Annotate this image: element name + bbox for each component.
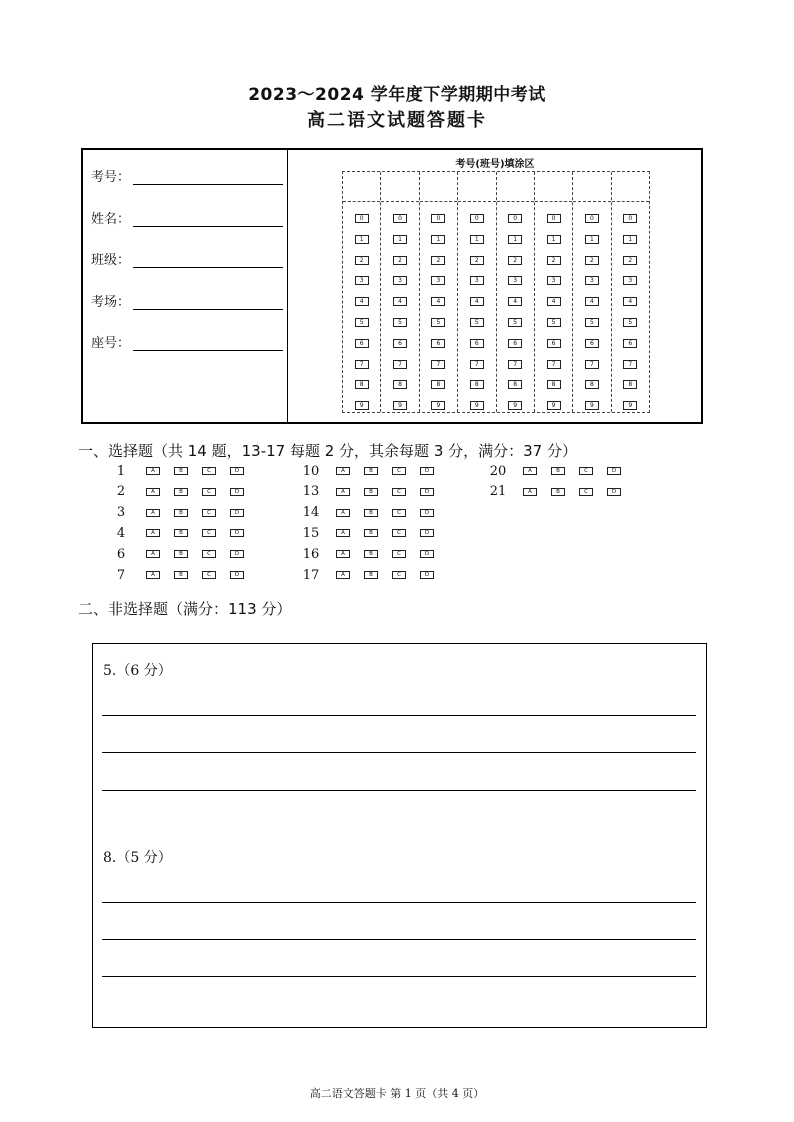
question-label: 8.（5 分） (103, 850, 172, 866)
choice-question-row (110, 567, 244, 583)
digit-bubble[interactable]: 2 (547, 256, 561, 265)
digit-bubble[interactable]: 8 (585, 380, 599, 389)
question-number: 7 (116, 567, 126, 583)
answer-sheet-title: 高二语文试题答题卡 (307, 110, 487, 131)
option-bubble[interactable]: D (607, 488, 621, 496)
option-bubble[interactable]: A (523, 467, 537, 475)
question-number: 4 (116, 525, 126, 541)
option-bubble[interactable]: C (202, 467, 216, 475)
section-choice-title: 一、选择题（共 14 题，13-17 每题 2 分，其余每题 3 分，满分：37 分） (78, 442, 577, 460)
digit-column (535, 172, 573, 412)
exam-room-blank[interactable] (133, 294, 283, 310)
option-bubble[interactable]: D (230, 529, 244, 537)
class-field[interactable] (91, 246, 283, 268)
option-bubble[interactable]: A (336, 467, 350, 475)
digit-bubble[interactable]: 2 (431, 256, 445, 265)
digit-column (381, 172, 419, 412)
digit-column (497, 172, 535, 412)
digit-bubble[interactable]: 3 (431, 276, 445, 285)
exam-number-field[interactable] (91, 163, 283, 185)
choice-question-row (487, 484, 621, 500)
candidate-fields (83, 150, 288, 422)
digit-bubble[interactable]: 8 (508, 380, 522, 389)
digit-bubble[interactable]: 1 (431, 235, 445, 244)
choice-question-row (110, 484, 244, 500)
digit-bubble[interactable]: 3 (393, 276, 407, 285)
option-bubble[interactable]: A (336, 529, 350, 537)
option-bubble[interactable]: B (364, 467, 378, 475)
answer-line[interactable] (102, 902, 696, 903)
exam-number-blank[interactable] (133, 169, 283, 185)
option-bubble[interactable]: A (336, 488, 350, 496)
digit-bubble[interactable]: 3 (355, 276, 369, 285)
digit-write-cell[interactable] (573, 172, 610, 202)
option-bubble[interactable]: D (420, 550, 434, 558)
option-bubble[interactable]: B (364, 488, 378, 496)
option-bubble[interactable]: C (202, 509, 216, 517)
candidate-info-box (81, 148, 703, 424)
digit-bubble[interactable]: 7 (547, 360, 561, 369)
option-bubble[interactable]: C (392, 488, 406, 496)
digit-bubble[interactable]: 5 (470, 318, 484, 327)
digit-bubble[interactable]: 2 (585, 256, 599, 265)
question-number: 15 (302, 525, 320, 541)
digit-bubble[interactable]: 5 (393, 318, 407, 327)
digit-bubble[interactable]: 7 (393, 360, 407, 369)
digit-write-cell[interactable] (343, 172, 380, 202)
field-label: 考场： (91, 295, 131, 310)
digit-bubble[interactable]: 4 (585, 297, 599, 306)
digit-write-cell[interactable] (458, 172, 495, 202)
name-blank[interactable] (133, 211, 283, 227)
digit-bubble[interactable]: 9 (393, 401, 407, 410)
digit-bubble[interactable]: 1 (623, 235, 637, 244)
option-bubble[interactable]: C (392, 571, 406, 579)
question-number: 1 (116, 463, 126, 479)
option-bubble[interactable]: D (230, 571, 244, 579)
option-bubble[interactable]: A (336, 550, 350, 558)
exam-title: 2023～2024 学年度下学期期中考试 (248, 85, 546, 105)
choice-question-row (300, 567, 434, 583)
exam-room-field[interactable] (91, 288, 283, 310)
digit-write-cell[interactable] (497, 172, 534, 202)
digit-bubble[interactable]: 5 (508, 318, 522, 327)
option-bubble[interactable]: C (392, 509, 406, 517)
option-bubble[interactable]: C (579, 467, 593, 475)
digit-bubble[interactable]: 2 (470, 256, 484, 265)
digit-bubble[interactable]: 0 (470, 214, 484, 223)
digit-bubble[interactable]: 9 (623, 401, 637, 410)
digit-bubble[interactable]: 4 (508, 297, 522, 306)
digit-column (573, 172, 611, 412)
digit-bubble[interactable]: 6 (623, 339, 637, 348)
digit-column (420, 172, 458, 412)
digit-bubble[interactable]: 5 (431, 318, 445, 327)
digit-bubble-grid (342, 171, 650, 413)
digit-bubble[interactable]: 8 (431, 380, 445, 389)
digit-bubble[interactable]: 3 (547, 276, 561, 285)
question-number: 20 (489, 463, 507, 479)
digit-bubble[interactable]: 3 (585, 276, 599, 285)
digit-column (458, 172, 496, 412)
option-bubble[interactable]: A (146, 529, 160, 537)
option-bubble[interactable]: B (174, 509, 188, 517)
digit-bubble[interactable]: 0 (585, 214, 599, 223)
option-bubble[interactable]: A (336, 571, 350, 579)
option-bubble[interactable]: C (579, 488, 593, 496)
option-bubble[interactable]: B (174, 467, 188, 475)
page-footer: 高二语文答题卡 第 1 页（共 4 页） (309, 1087, 485, 1100)
field-label: 姓名： (91, 212, 131, 227)
field-label: 座号： (91, 336, 131, 351)
option-bubble[interactable]: C (392, 550, 406, 558)
choice-question-row (300, 484, 434, 500)
option-bubble[interactable]: D (230, 550, 244, 558)
option-bubble[interactable]: A (146, 488, 160, 496)
option-bubble[interactable]: C (202, 550, 216, 558)
digit-bubble[interactable]: 5 (623, 318, 637, 327)
digit-bubble[interactable]: 7 (508, 360, 522, 369)
choice-question-row (110, 546, 244, 562)
digit-bubble[interactable]: 8 (470, 380, 484, 389)
digit-bubble[interactable]: 9 (355, 401, 369, 410)
option-bubble[interactable]: D (230, 467, 244, 475)
digit-bubble[interactable]: 4 (470, 297, 484, 306)
answer-line[interactable] (102, 976, 696, 977)
choice-question-row (300, 505, 434, 521)
digit-bubble[interactable]: 8 (547, 380, 561, 389)
digit-bubble[interactable]: 9 (508, 401, 522, 410)
digit-bubble[interactable]: 3 (470, 276, 484, 285)
option-bubble[interactable]: C (392, 529, 406, 537)
digit-bubble[interactable]: 1 (393, 235, 407, 244)
digit-bubble[interactable]: 1 (547, 235, 561, 244)
question-number: 16 (302, 546, 320, 562)
option-bubble[interactable]: D (420, 571, 434, 579)
digit-bubble[interactable]: 9 (431, 401, 445, 410)
choice-question-row (300, 546, 434, 562)
answer-line[interactable] (102, 752, 696, 753)
choice-question-row (300, 463, 434, 479)
option-bubble[interactable]: D (420, 467, 434, 475)
choice-question-row (300, 525, 434, 541)
digit-bubble[interactable]: 4 (393, 297, 407, 306)
question-number: 13 (302, 484, 320, 500)
option-bubble[interactable]: A (146, 467, 160, 475)
choice-question-row (110, 525, 244, 541)
option-bubble[interactable]: D (607, 467, 621, 475)
digit-bubble[interactable]: 0 (355, 214, 369, 223)
fill-zone-title: 考号(班号)填涂区 (455, 159, 535, 170)
question-number: 21 (489, 484, 507, 500)
option-bubble[interactable]: D (420, 488, 434, 496)
digit-bubble[interactable]: 6 (393, 339, 407, 348)
question-number: 2 (116, 484, 126, 500)
digit-bubble[interactable]: 6 (355, 339, 369, 348)
digit-bubble[interactable]: 8 (623, 380, 637, 389)
section-nonchoice-title: 二、非选择题（满分：113 分） (78, 600, 292, 618)
class-blank[interactable] (133, 252, 283, 268)
option-bubble[interactable]: D (420, 509, 434, 517)
digit-bubble[interactable]: 6 (508, 339, 522, 348)
name-field[interactable] (91, 205, 283, 227)
option-bubble[interactable]: C (202, 571, 216, 579)
question-number: 6 (116, 546, 126, 562)
question-number: 3 (116, 505, 126, 521)
digit-bubble[interactable]: 8 (355, 380, 369, 389)
option-bubble[interactable]: B (174, 550, 188, 558)
option-bubble[interactable]: A (146, 550, 160, 558)
digit-bubble[interactable]: 0 (431, 214, 445, 223)
digit-bubble[interactable]: 6 (547, 339, 561, 348)
digit-bubble[interactable]: 4 (623, 297, 637, 306)
option-bubble[interactable]: C (202, 488, 216, 496)
digit-bubble[interactable]: 1 (585, 235, 599, 244)
digit-bubble[interactable]: 2 (623, 256, 637, 265)
question-number: 17 (302, 567, 320, 583)
digit-column (612, 172, 649, 412)
digit-bubble[interactable]: 9 (585, 401, 599, 410)
option-bubble[interactable]: A (146, 509, 160, 517)
digit-bubble[interactable]: 2 (508, 256, 522, 265)
option-bubble[interactable]: B (364, 509, 378, 517)
written-answer-box (92, 643, 707, 1028)
question-number: 14 (302, 505, 320, 521)
digit-bubble[interactable]: 7 (431, 360, 445, 369)
digit-bubble[interactable]: 7 (585, 360, 599, 369)
answer-line[interactable] (102, 715, 696, 716)
option-bubble[interactable]: A (146, 571, 160, 579)
option-bubble[interactable]: D (230, 509, 244, 517)
digit-bubble[interactable]: 4 (355, 297, 369, 306)
digit-bubble[interactable]: 3 (508, 276, 522, 285)
option-bubble[interactable]: B (364, 529, 378, 537)
choice-question-row (487, 463, 621, 479)
digit-bubble[interactable]: 1 (508, 235, 522, 244)
option-bubble[interactable]: B (364, 550, 378, 558)
answer-line[interactable] (102, 939, 696, 940)
question-number: 10 (302, 463, 320, 479)
digit-write-cell[interactable] (612, 172, 649, 202)
digit-bubble[interactable]: 5 (547, 318, 561, 327)
digit-bubble[interactable]: 5 (355, 318, 369, 327)
digit-bubble[interactable]: 6 (585, 339, 599, 348)
option-bubble[interactable]: A (523, 488, 537, 496)
digit-bubble[interactable]: 6 (470, 339, 484, 348)
option-bubble[interactable]: D (230, 488, 244, 496)
digit-bubble[interactable]: 0 (547, 214, 561, 223)
field-label: 班级： (91, 253, 131, 268)
option-bubble[interactable]: D (420, 529, 434, 537)
option-bubble[interactable]: B (551, 467, 565, 475)
option-bubble[interactable]: B (364, 571, 378, 579)
choice-question-row (110, 463, 244, 479)
digit-bubble[interactable]: 7 (470, 360, 484, 369)
digit-bubble[interactable]: 2 (393, 256, 407, 265)
digit-bubble[interactable]: 2 (355, 256, 369, 265)
digit-bubble[interactable]: 4 (431, 297, 445, 306)
option-bubble[interactable]: A (336, 509, 350, 517)
digit-column (343, 172, 381, 412)
digit-bubble[interactable]: 9 (470, 401, 484, 410)
option-bubble[interactable]: B (174, 571, 188, 579)
answer-line[interactable] (102, 790, 696, 791)
digit-bubble[interactable]: 7 (355, 360, 369, 369)
option-bubble[interactable]: C (392, 467, 406, 475)
field-label: 考号： (91, 170, 131, 185)
digit-bubble[interactable]: 5 (585, 318, 599, 327)
digit-bubble[interactable]: 0 (623, 214, 637, 223)
digit-write-cell[interactable] (420, 172, 457, 202)
digit-bubble[interactable]: 0 (393, 214, 407, 223)
digit-bubble[interactable]: 1 (470, 235, 484, 244)
option-bubble[interactable]: B (551, 488, 565, 496)
digit-bubble[interactable]: 4 (547, 297, 561, 306)
seat-number-field[interactable] (91, 329, 283, 351)
question-label: 5.（6 分） (103, 663, 172, 679)
digit-bubble[interactable]: 8 (393, 380, 407, 389)
option-bubble[interactable]: B (174, 488, 188, 496)
option-bubble[interactable]: B (174, 529, 188, 537)
option-bubble[interactable]: C (202, 529, 216, 537)
seat-number-blank[interactable] (133, 335, 283, 351)
digit-bubble[interactable]: 6 (431, 339, 445, 348)
digit-bubble[interactable]: 3 (623, 276, 637, 285)
choice-question-row (110, 505, 244, 521)
digit-bubble[interactable]: 9 (547, 401, 561, 410)
exam-number-fill-zone (289, 150, 701, 422)
digit-bubble[interactable]: 1 (355, 235, 369, 244)
digit-bubble[interactable]: 0 (508, 214, 522, 223)
digit-write-cell[interactable] (535, 172, 572, 202)
digit-write-cell[interactable] (381, 172, 418, 202)
digit-bubble[interactable]: 7 (623, 360, 637, 369)
